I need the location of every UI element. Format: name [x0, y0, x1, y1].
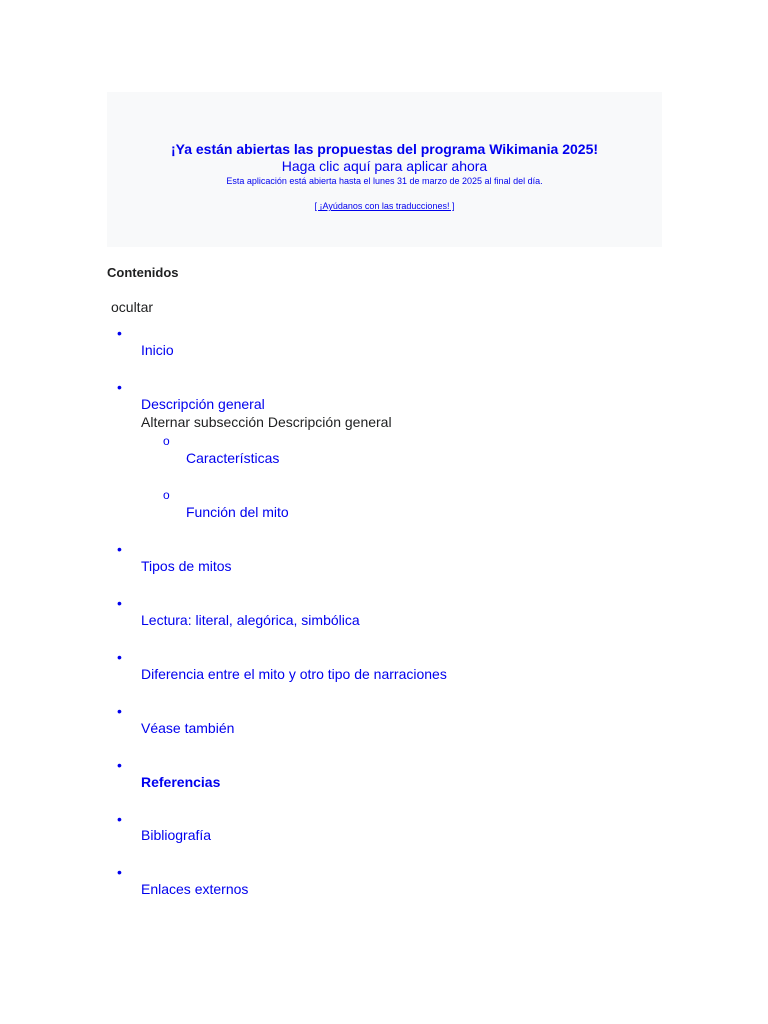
toc-bullet: •	[117, 864, 122, 880]
toc-item-caracteristicas[interactable]: Características	[186, 450, 280, 466]
banner-note[interactable]: Esta aplicación está abierta hasta el lunes 31 de marzo de 2025 al final del día.	[226, 176, 543, 186]
toc-item-descripcion-general[interactable]: Descripción general	[141, 396, 265, 412]
banner-title[interactable]: ¡Ya están abiertas las propuestas del programa Wikimania 2025!	[170, 141, 599, 157]
toc-title: Contenidos	[107, 265, 179, 280]
toc-item-referencias[interactable]: Referencias	[141, 774, 221, 790]
toc-item-diferencia[interactable]: Diferencia entre el mito y otro tipo de narraciones	[141, 666, 447, 682]
banner-translate	[107, 200, 662, 212]
toc-hide-button[interactable]: ocultar	[111, 299, 154, 315]
toc-bullet: •	[117, 703, 122, 719]
toc-sub-bullet: o	[163, 488, 170, 502]
wikimania-banner	[107, 92, 662, 247]
toc-bullet: •	[117, 649, 122, 665]
toc-item-inicio[interactable]: Inicio	[141, 342, 174, 358]
translate-link[interactable]: [ ¡Ayúdanos con las traducciones! ]	[314, 201, 455, 211]
toc-bullet: •	[117, 595, 122, 611]
toc-bullet: •	[117, 325, 122, 341]
toc-item-vease-tambien[interactable]: Véase también	[141, 720, 235, 736]
toc-item-funcion-del-mito[interactable]: Función del mito	[186, 504, 289, 520]
toc-item-lectura[interactable]: Lectura: literal, alegórica, simbólica	[141, 612, 360, 628]
toc-item-enlaces-externos[interactable]: Enlaces externos	[141, 881, 249, 897]
toc-bullet: •	[117, 757, 122, 773]
toc-toggle-descripcion-general[interactable]: Alternar subsección Descripción general	[141, 414, 392, 430]
toc-bullet: •	[117, 541, 122, 557]
toc-bullet: •	[117, 811, 122, 827]
toc-item-tipos-de-mitos[interactable]: Tipos de mitos	[141, 558, 232, 574]
toc-sub-bullet: o	[163, 434, 170, 448]
toc-bullet: •	[117, 379, 122, 395]
toc-item-bibliografia[interactable]: Bibliografía	[141, 827, 212, 843]
banner-apply-link[interactable]: Haga clic aquí para aplicar ahora	[281, 158, 488, 174]
